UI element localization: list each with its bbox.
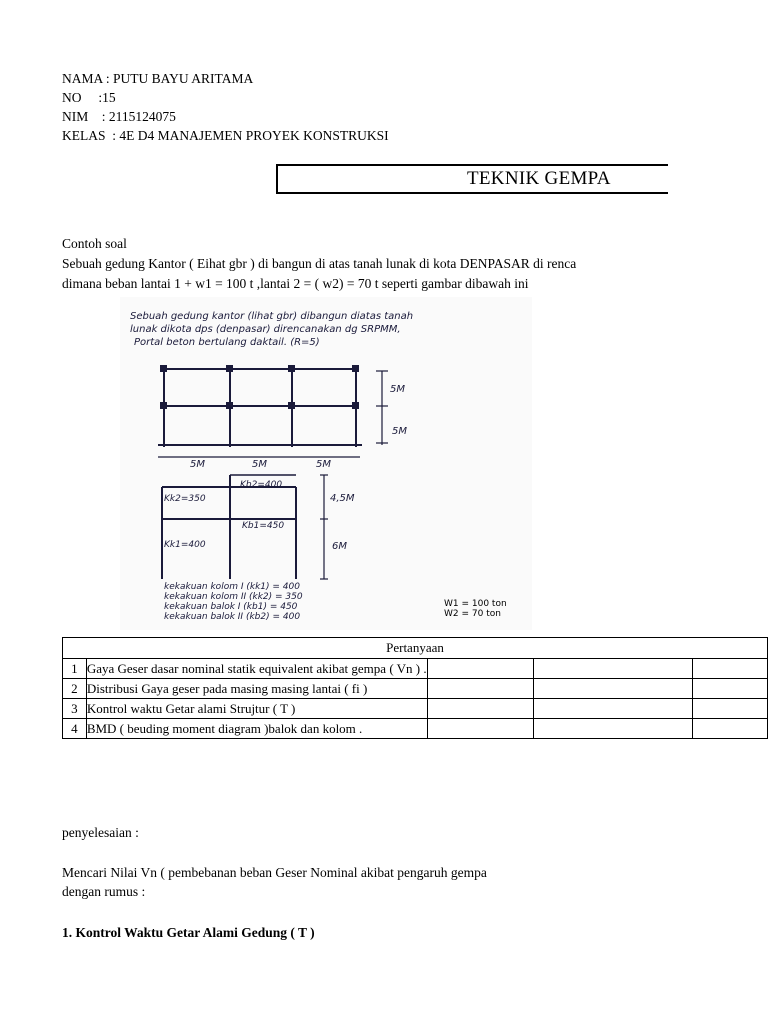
sketch-span-2: 5M bbox=[252, 459, 267, 470]
table-row bbox=[63, 679, 768, 699]
question-text: Kontrol waktu Getar alami Strujtur ( T ) bbox=[86, 700, 296, 716]
stiffness-note-1: kekakuan kolom I (kk1) = 400 bbox=[164, 582, 300, 592]
student-nim: NIM : 2115124075 bbox=[62, 109, 176, 124]
student-name: NAMA : PUTU BAYU ARITAMA bbox=[62, 71, 254, 86]
question-text: Distribusi Gaya geser pada masing masing lantai ( fi ) bbox=[86, 680, 368, 696]
sketch-kb2: Kb2=400 bbox=[240, 480, 283, 490]
questions-header: Pertanyaan bbox=[63, 638, 768, 659]
page-title: TEKNIK GEMPA bbox=[467, 168, 611, 189]
solution-line-2: dengan rumus : bbox=[62, 884, 146, 899]
table-row bbox=[63, 719, 768, 739]
sketch-dim-1: 4,5M bbox=[330, 493, 355, 504]
question-number: 1 bbox=[63, 659, 87, 679]
problem-line-1: Sebuah gedung Kantor ( Eihat gbr ) di bangun di atas tanah lunak di kota DENPASAR di renca bbox=[62, 256, 577, 271]
stiffness-note-2: kekakuan kolom II (kk2) = 350 bbox=[164, 592, 303, 602]
question-number: 2 bbox=[63, 679, 87, 699]
sketch-span-1: 5M bbox=[190, 459, 205, 470]
section-heading-1: 1. Kontrol Waktu Getar Alami Gedung ( T ) bbox=[62, 925, 315, 940]
solution-label: penyelesaian : bbox=[62, 825, 139, 840]
question-text: BMD ( beuding moment diagram )balok dan kolom . bbox=[86, 720, 363, 736]
question-number: 4 bbox=[63, 719, 87, 739]
student-class: KELAS : 4E D4 MANAJEMEN PROYEK KONSTRUKSI bbox=[62, 128, 389, 143]
table-header-row bbox=[63, 638, 768, 659]
example-heading: Contoh soal bbox=[62, 236, 127, 251]
solution-line-1: Mencari Nilai Vn ( pembebanan beban Geser Nominal akibat pengaruh gempa bbox=[62, 865, 487, 880]
sketch-note-1: Sebuah gedung kantor (lihat gbr) dibangun diatas tanah bbox=[130, 311, 414, 322]
stiffness-note-3: kekakuan balok I (kb1) = 450 bbox=[164, 602, 298, 612]
questions-table bbox=[62, 637, 768, 739]
structure-sketch-image bbox=[120, 297, 532, 630]
sketch-kk2: Kk2=350 bbox=[164, 494, 206, 504]
question-number: 3 bbox=[63, 699, 87, 719]
table-row bbox=[63, 659, 768, 679]
question-text: Gaya Geser dasar nominal statik equivalent akibat gempa ( Vn ) . bbox=[86, 660, 427, 676]
sketch-height-2: 5M bbox=[392, 426, 407, 437]
student-number: NO :15 bbox=[62, 90, 116, 105]
sketch-height-1: 5M bbox=[390, 384, 405, 395]
sketch-dim-2: 6M bbox=[332, 541, 347, 552]
weight-w2: W2 = 70 ton bbox=[444, 609, 501, 619]
problem-line-2: dimana beban lantai 1 + w1 = 100 t ,lantai 2 = ( w2) = 70 t seperti gambar dibawah ini bbox=[62, 276, 529, 291]
table-row bbox=[63, 699, 768, 719]
sketch-note-3: Portal beton bertulang daktail. (R=5) bbox=[134, 337, 320, 348]
sketch-kb1: Kb1=450 bbox=[242, 521, 285, 531]
sketch-span-3: 5M bbox=[316, 459, 331, 470]
sketch-kk1: Kk1=400 bbox=[164, 540, 206, 550]
stiffness-note-4: kekakuan balok II (kb2) = 400 bbox=[164, 612, 301, 622]
sketch-note-2: lunak dikota dps (denpasar) direncanakan dg SRPMM, bbox=[130, 324, 401, 335]
weight-w1: W1 = 100 ton bbox=[444, 599, 507, 609]
